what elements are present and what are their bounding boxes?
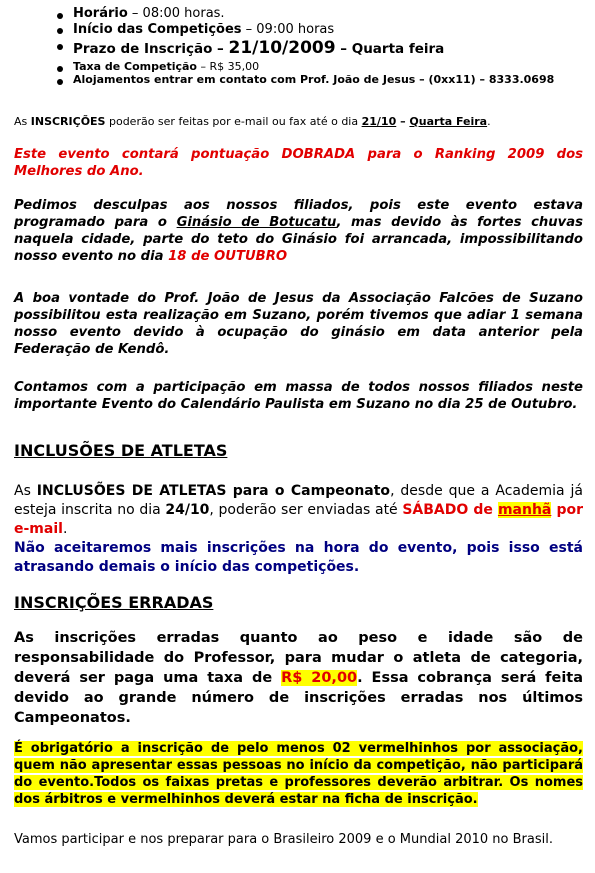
inclusoes-email: por e-mail <box>14 502 583 537</box>
obrigatorio-paragraph <box>14 740 583 808</box>
obrigatorio-text: É obrigatório a inscrição de pelo menos 02 vermelhinhos por associação, quem não apresentar essas pessoas no início da competição, não participará do evento.Todos os faixas pretas e professores deverão arbitrar. Os nomes dos árbitros e vermelhinhos deverá estar na ficha de inscrição. <box>14 741 583 807</box>
prazo-label: Prazo de Inscrição – <box>73 41 229 58</box>
inclusoes-date: 24/10 <box>165 502 210 518</box>
horario-value: – 08:00 horas. <box>127 6 225 21</box>
inclusoes-sabado: SÁBADO de <box>402 502 498 518</box>
inclusoes-bold: INCLUSÕES DE ATLETAS para o Campeonato <box>36 483 391 499</box>
alojamento-text: Alojamentos entrar em contato com Prof. João de Jesus – (0xx11) – 8333.0698 <box>73 73 555 87</box>
event-info-list <box>56 6 586 87</box>
desculpas-date: 18 de OUTUBRO <box>168 249 288 264</box>
contamos-paragraph: Contamos com a participação em massa de todos nossos filiados neste importante Evento do Calendário Paulista em Suzano no dia 25 de Outubro. <box>14 380 583 412</box>
ginasio-botucatu: Ginásio de Botucatu <box>176 215 337 230</box>
inclusoes-after: , poderão ser enviadas até <box>209 502 403 518</box>
inclusoes-heading: INCLUSÕES DE ATLETAS <box>14 441 228 460</box>
horario-label: Horário <box>73 6 128 21</box>
inclusoes-period: . <box>62 521 68 537</box>
note-end: . <box>487 115 491 128</box>
erradas-heading: INSCRIÇÕES ERRADAS <box>14 593 214 612</box>
list-item-alojamento <box>56 73 586 86</box>
desculpas-pre: Pedimos desculpas aos nossos filiados, pois este evento estava programado para o <box>14 198 583 230</box>
final-paragraph: Vamos participar e nos preparar para o Brasileiro 2009 e o Mundial 2010 no Brasil. <box>14 832 553 847</box>
inclusoes-warning: Não aceitaremos mais inscrições na hora do evento, pois isso está atrasando demais o início das competições. <box>14 540 583 575</box>
inclusoes-pre: As <box>14 483 37 499</box>
note-bold: INSCRIÇÕES <box>30 115 106 128</box>
erradas-value: R$ 20,00 <box>281 670 358 686</box>
inclusoes-manha: manhã <box>497 502 552 518</box>
inicio-value: – 09:00 horas <box>241 21 335 37</box>
note-pre: As <box>14 115 31 128</box>
desculpas-paragraph <box>14 197 583 265</box>
desculpas-mid: , mas devido às fortes chuvas naquela cidade, parte do teto do Ginásio foi arrancada, impossibilitando nosso evento no dia <box>14 215 584 264</box>
taxa-value: – R$ 35,00 <box>196 60 260 74</box>
inicio-label: Início das Competições <box>73 21 242 37</box>
prazo-date: 21/10/2009 <box>228 38 336 59</box>
list-item-horario <box>56 6 586 22</box>
list-item-taxa <box>56 60 586 73</box>
note-day: Quarta Feira <box>409 115 488 128</box>
prazo-day: – Quarta feira <box>335 41 445 58</box>
erradas-pre: As inscrições erradas quanto ao peso e idade são de responsabilidade do Professor, para mudar o atleta de categoria, deverá ser paga uma taxa de <box>14 630 583 686</box>
pontuacao-paragraph: Este evento contará pontuação DOBRADA para o Ranking 2009 dos Melhores do Ano. <box>14 147 583 179</box>
note-date: 21/10 <box>361 115 397 128</box>
erradas-post: . Essa cobrança será feita devido ao grande número de inscrições erradas nos últimos Campeonatos. <box>14 670 584 726</box>
inscricoes-note <box>14 115 583 128</box>
list-item-inicio <box>56 22 586 38</box>
list-item-prazo <box>56 37 586 60</box>
taxa-label: Taxa de Competição <box>73 60 197 74</box>
inclusoes-mid: , desde que a Academia já esteja inscrita no dia <box>14 483 584 518</box>
boa-vontade-paragraph: A boa vontade do Prof. João de Jesus da Associação Falcões de Suzano possibilitou esta realização em Suzano, porém tivemos que adiar 1 semana nosso evento devido à ocupação do ginásio em data anterior pela Federação de Kendô. <box>14 291 583 357</box>
note-dash: – <box>396 115 410 128</box>
note-mid: poderão ser feitas por e-mail ou fax até o dia <box>105 115 362 128</box>
inclusoes-paragraph <box>14 482 583 539</box>
erradas-paragraph <box>14 628 583 728</box>
